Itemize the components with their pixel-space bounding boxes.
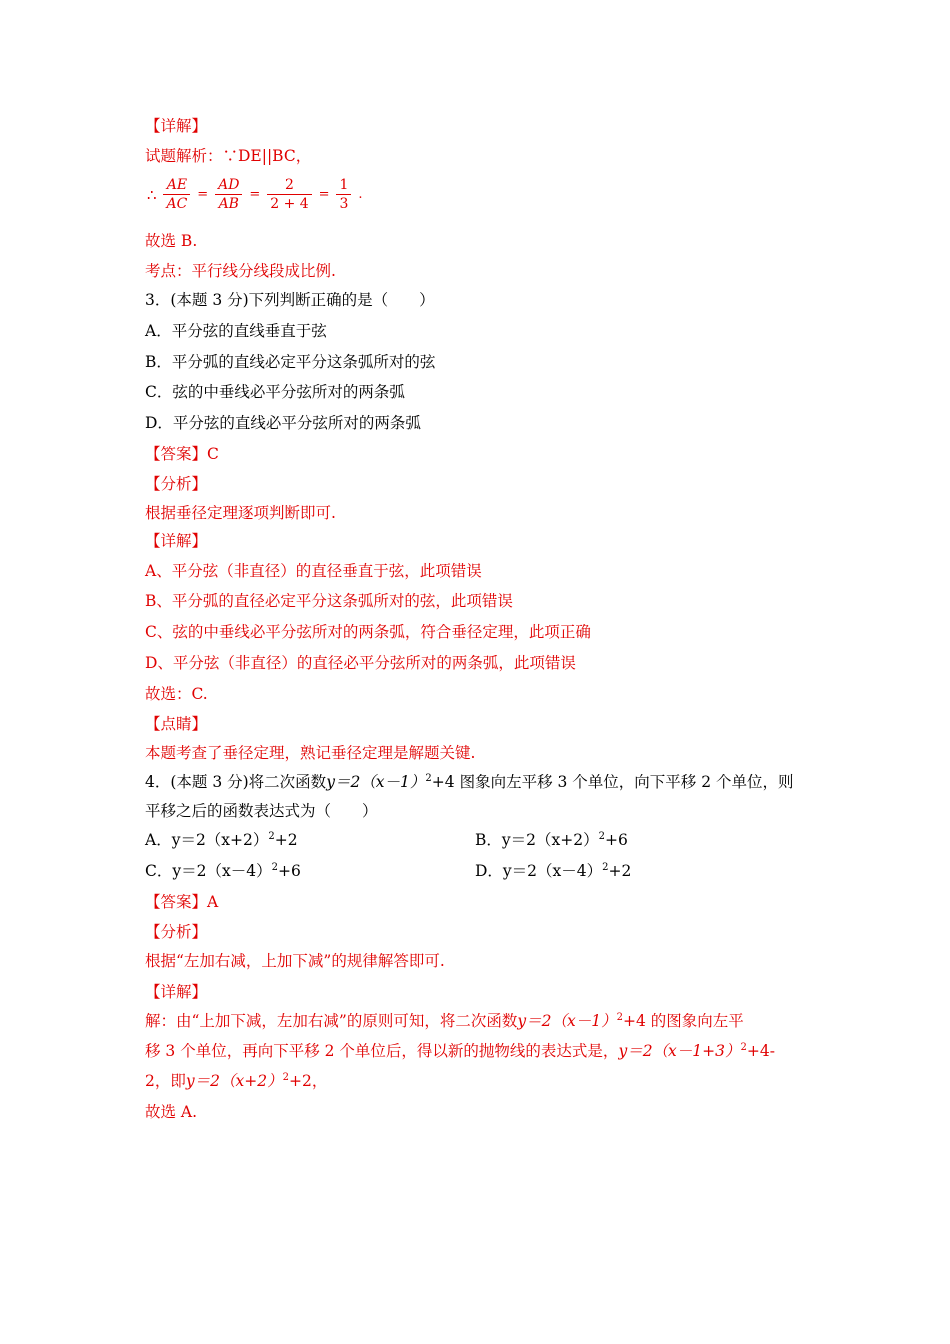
- solution-text: 移 3 个单位，再向下平移 2 个单位后，得以新的抛物线的表达式是，: [145, 1042, 619, 1060]
- q3-analysis-heading: 【分析】: [145, 475, 208, 493]
- q3-stem: 3．(本题 3 分)下列判断正确的是（ ）: [145, 291, 435, 309]
- option-text: C．y＝2（x－4）: [145, 862, 272, 880]
- stem-text: 4．(本题 3 分)将二次函数: [145, 773, 327, 791]
- q4-stem-line2: 平移之后的函数表达式为（ ）: [145, 802, 378, 820]
- option-tail: +2: [608, 862, 632, 880]
- fraction-denominator: AB: [215, 194, 242, 213]
- q2-answer: 故选 B.: [145, 232, 198, 250]
- q4-analysis: 根据“左加右减，上加下减”的规律解答即可.: [145, 952, 445, 970]
- q4-option-d: [475, 861, 631, 881]
- q3-option-b: B．平分弧的直线必定平分这条弧所对的弦: [145, 353, 436, 371]
- option-text: D．y＝2（x－4）: [475, 862, 603, 880]
- stem-text: +4 图象向左平移 3 个单位，向下平移 2 个单位，则: [431, 773, 794, 791]
- function-expression: y＝2（x－1）: [326, 773, 426, 791]
- fraction-numerator: 1: [339, 177, 349, 193]
- exponent: 2: [268, 831, 275, 842]
- q3-analysis: 根据垂径定理逐项判断即可.: [145, 504, 336, 522]
- exponent: 2: [740, 1042, 747, 1053]
- q3-option-c: C．弦的中垂线必平分弦所对的两条弧: [145, 383, 405, 401]
- exponent: 2: [616, 1012, 623, 1023]
- q3-detail-d: D、平分弦（非直径）的直径必平分弦所对的两条弧，此项错误: [145, 654, 576, 672]
- answer-value: C: [207, 445, 219, 463]
- fraction-numerator: AD: [218, 177, 240, 193]
- fraction-denominator: 2 + 4: [267, 194, 311, 213]
- fraction-denominator: AC: [163, 194, 190, 213]
- option-tail: +2: [274, 831, 298, 849]
- q4-option-c: [145, 861, 301, 881]
- solution-text: 2，即: [145, 1072, 186, 1090]
- q4-stem-line1: [145, 772, 794, 792]
- q3-comment-heading: 【点睛】: [145, 715, 208, 733]
- q4-solution-line3: [145, 1071, 327, 1091]
- solution-text: +4 的图象向左平: [622, 1012, 744, 1030]
- q2-analysis-line: 试题解析：∵DE||BC，: [145, 147, 312, 165]
- equals-sign: =: [197, 187, 209, 202]
- fraction-1-over-3: [336, 176, 351, 213]
- therefore-symbol: ∴: [147, 185, 157, 204]
- answer-heading: 【答案】: [145, 445, 208, 463]
- option-text: A．y＝2（x+2）: [145, 831, 269, 849]
- q3-detail-a: A、平分弦（非直径）的直径垂直于弦，此项错误: [145, 562, 482, 580]
- function-expression: y＝2（x－1）: [517, 1012, 617, 1030]
- function-expression: y＝2（x－1+3）: [618, 1042, 741, 1060]
- fraction-2-over-6: [267, 176, 311, 213]
- option-text: B．y＝2（x+2）: [475, 831, 599, 849]
- q4-option-a: [145, 830, 298, 850]
- q3-detail-heading: 【详解】: [145, 532, 208, 550]
- q4-answer: [145, 892, 218, 912]
- fraction-numerator: 2: [284, 177, 294, 193]
- answer-heading: 【答案】: [145, 893, 208, 911]
- period: .: [358, 187, 363, 202]
- solution-text: 解：由“上加下减，左加右减”的原则可知，将二次函数: [145, 1012, 518, 1030]
- solution-text: +4-: [746, 1042, 775, 1060]
- function-expression: y＝2（x+2）: [185, 1072, 283, 1090]
- q3-option-d: D．平分弦的直线必平分弦所对的两条弧: [145, 414, 421, 432]
- exponent: 2: [271, 862, 278, 873]
- equals-sign: =: [249, 187, 261, 202]
- q2-fraction-equation: [145, 176, 364, 213]
- answer-value: A: [207, 893, 219, 911]
- q4-option-b: [475, 830, 628, 850]
- equals-sign: =: [318, 187, 330, 202]
- q3-detail-c: C、弦的中垂线必平分弦所对的两条弧，符合垂径定理，此项正确: [145, 623, 591, 641]
- q3-choose: 故选：C.: [145, 685, 208, 703]
- q4-solution-line2: [145, 1041, 775, 1061]
- q4-solution-line1: [145, 1011, 744, 1031]
- option-tail: +6: [604, 831, 628, 849]
- q2-detail-heading: 【详解】: [145, 117, 208, 135]
- q4-analysis-heading: 【分析】: [145, 923, 208, 941]
- solution-text: +2，: [288, 1072, 328, 1090]
- exponent: 2: [282, 1072, 289, 1083]
- fraction-denominator: 3: [336, 194, 351, 213]
- q4-detail-heading: 【详解】: [145, 983, 208, 1001]
- fraction-ae-ac: [163, 176, 190, 213]
- q2-knowledge-point: 考点：平行线分线段成比例.: [145, 262, 336, 280]
- q4-choose: 故选 A.: [145, 1103, 198, 1121]
- q3-detail-b: B、平分弧的直径必定平分这条弧所对的弦，此项错误: [145, 592, 513, 610]
- option-tail: +6: [277, 862, 301, 880]
- exponent: 2: [598, 831, 605, 842]
- q3-answer: [145, 444, 219, 464]
- exponent: 2: [425, 773, 432, 784]
- fraction-numerator: AE: [166, 177, 188, 193]
- exponent: 2: [602, 862, 609, 873]
- q3-option-a: A．平分弦的直线垂直于弦: [145, 322, 327, 340]
- fraction-ad-ab: [215, 176, 242, 213]
- q3-comment: 本题考查了垂径定理，熟记垂径定理是解题关键.: [145, 744, 476, 762]
